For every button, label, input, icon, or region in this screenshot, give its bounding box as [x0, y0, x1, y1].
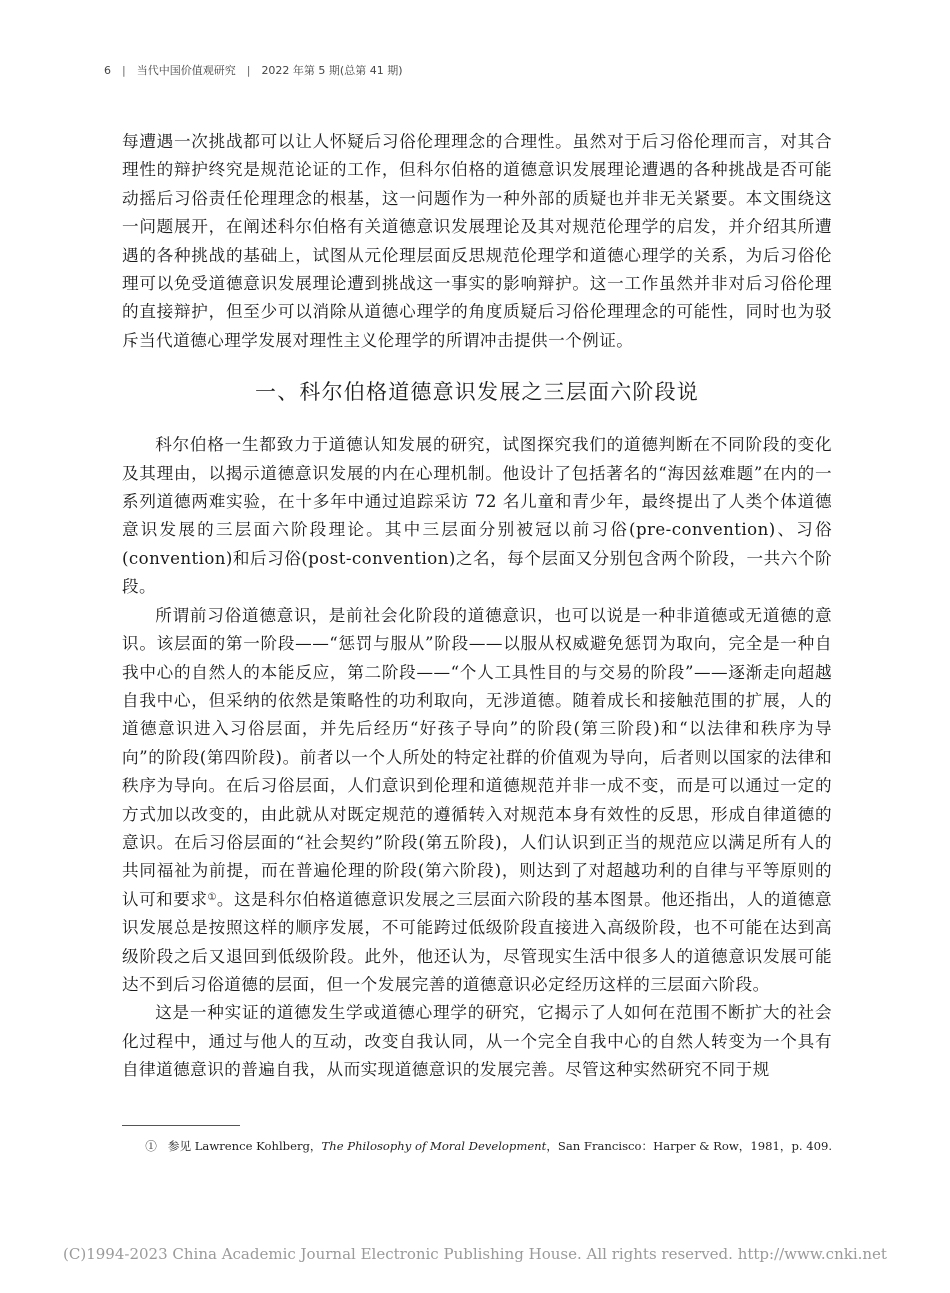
- running-header: [104, 62, 403, 78]
- header-divider: |: [122, 64, 126, 77]
- section-heading: 一、科尔伯格道德意识发展之三层面六阶段说: [255, 380, 699, 405]
- header-divider: |: [246, 64, 251, 77]
- paragraph: 这是一种实证的道德发生学或道德心理学的研究，它揭示了人如何在范围不断扩大的社会化过程中，通过与他人的互动，改变自我认同，从一个完全自我中心的自然人转变为一个具有自律道德意识的普遍自我，从而实现道德意识的发展完善。尽管这种实然研究不同于规: [122, 1003, 832, 1080]
- paragraph: 科尔伯格一生都致力于道德认知发展的研究，试图探究我们的道德判断在不同阶段的变化及其理由，以揭示道德意识发展的内在心理机制。他设计了包括著名的“海因兹难题”在内的一系列道德两难实验，在十多年中通过追踪采访 72 名儿童和青少年，最终提出了人类个体道德意识发展的三层面六阶段理论。其中三层面分别被冠以前习俗(pre-convention)、习俗(convention)和后习俗(post-convention)之名，每个层面又分别包含两个阶段，一共六个阶段。: [122, 435, 832, 597]
- footnote-divider: [122, 1125, 240, 1126]
- footnote: [122, 1135, 888, 1157]
- paragraph-text: 。这是科尔伯格道德意识发展之三层面六阶段的基本图景。他还指出，人的道德意识发展总是按照这样的顺序发展，不可能跨过低级阶段直接进入高级阶段，也不可能在达到高级阶段之后又退回到低级阶段。此外，他还认为，尽管现实生活中很多人的道德意识发展可能达不到后习俗道德的层面，但一个发展完善的道德意识必定经历这样的三层面六阶段。: [122, 889, 832, 994]
- page-number: 6: [104, 64, 111, 77]
- footnote-marker: ①: [145, 1139, 157, 1153]
- footnote-book-title: The Philosophy of Moral Development: [321, 1139, 547, 1153]
- issue-info: 2022 年第 5 期(总第 41 期): [261, 64, 403, 77]
- paragraph-continued: 每遭遇一次挑战都可以让人怀疑后习俗伦理理念的合理性。虽然对于后习俗伦理而言，对其合理性的辩护终究是规范论证的工作，但科尔伯格的道德意识发展理论遭遇的各种挑战是否可能动摇后习俗责任伦理理念的根基，这一问题作为一种外部的质疑也并非无关紧要。本文围绕这一问题展开，在阐述科尔伯格有关道德意识发展理论及其对规范伦理学的启发，并介绍其所遭遇的各种挑战的基础上，试图从元伦理层面反思规范伦理学和道德心理学的关系，为后习俗伦理可以免受道德意识发展理论遭到挑战这一事实的影响辩护。这一工作虽然并非对后习俗伦理的直接辩护，但至少可以消除从道德心理学的角度质疑后习俗伦理理念的可能性，同时也为驳斥当代道德心理学发展对理性主义伦理学的所谓冲击提供一个例证。: [122, 132, 832, 350]
- copyright-watermark: (C)1994-2023 China Academic Journal Electronic Publishing House. All rights reserved. http://www.cnki.net: [63, 1245, 887, 1263]
- journal-name: 当代中国价值观研究: [136, 64, 236, 77]
- paragraph: [122, 602, 832, 1000]
- footnote-lead: 参见 Lawrence Kohlberg，: [167, 1139, 322, 1153]
- footnote-reference[interactable]: ①: [207, 891, 217, 903]
- article-body: [122, 128, 832, 1085]
- footnote-tail: ，San Francisco：Harper & Row，1981，p. 409.: [546, 1139, 833, 1153]
- paragraph-text: 所谓前习俗道德意识，是前社会化阶段的道德意识，也可以说是一种非道德或无道德的意识。该层面的第一阶段——“惩罚与服从”阶段——以服从权威避免惩罚为取向，完全是一种自我中心的自然人的本能反应，第二阶段——“个人工具性目的与交易的阶段”——逐渐走向超越自我中心，但采纳的依然是策略性的功利取向，无涉道德。随着成长和接触范围的扩展，人的道德意识进入习俗层面，并先后经历“好孩子导向”的阶段(第三阶段)和“以法律和秩序为导向”的阶段(第四阶段)。前者以一个人所处的特定社群的价值观为导向，后者则以国家的法律和秩序为导向。在后习俗层面，人们意识到伦理和道德规范并非一成不变，而是可以通过一定的方式加以改变的，由此就从对既定规范的遵循转入对规范本身有效性的反思，形成自律道德的意识。在后习俗层面的“社会契约”阶段(第五阶段)，人们认识到正当的规范应以满足所有人的共同福祉为前提，而在普遍伦理的阶段(第六阶段)，则达到了对超越功利的自律与平等原则的认可和要求: [122, 605, 832, 909]
